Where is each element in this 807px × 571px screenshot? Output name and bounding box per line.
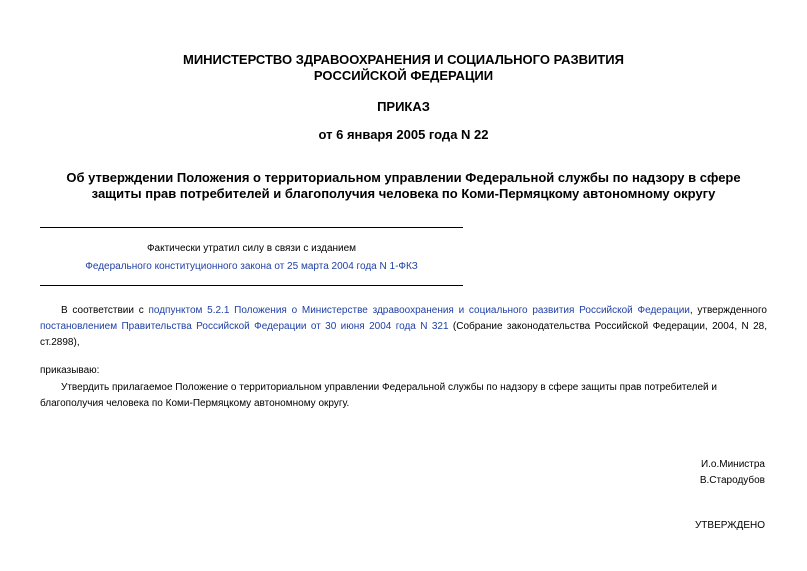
regulation-link[interactable]: подпунктом 5.2.1 Положения о Министерстве здравоохранения и социального развития Российской Федерации [148, 305, 690, 316]
approve-paragraph: Утвердить прилагаемое Положение о территориальном управлении Федеральной службы по надзору в сфере защиты прав потребителей и благополучия человека по Коми-Пермяцкому автономному округу. [40, 382, 717, 409]
document-date-number: от 6 января 2005 года N 22 [318, 127, 489, 142]
basis-suffix: (Собрание законодательства Российской Федерации, 2004, N 28, ст.2898), [40, 321, 767, 348]
divider-top [40, 227, 463, 228]
basis-middle: , утвержденного [689, 305, 767, 316]
ministry-header: МИНИСТЕРСТВО ЗДРАВООХРАНЕНИЯ И СОЦИАЛЬНОГО РАЗВИТИЯ РОССИЙСКОЙ ФЕДЕРАЦИИ [183, 52, 624, 83]
document-type: ПРИКАЗ [377, 99, 430, 114]
repeal-notice: Фактически утратил силу в связи с изданием [146, 243, 357, 254]
order-word: приказываю: [40, 365, 100, 376]
signatory-position: И.о.Министра [700, 459, 765, 470]
repeal-notice-link-line [40, 260, 463, 274]
basis-prefix: В соответствии с [61, 305, 149, 316]
government-decree-link[interactable]: постановлением Правительства Российской Федерации от 30 июня 2004 года N 321 [40, 321, 449, 332]
divider-bottom [40, 285, 463, 286]
basis-paragraph [40, 303, 767, 351]
document-title: Об утверждении Положения о территориальном управлении Федеральной службы по надзору в сфере защиты прав потребителей и благополучия человека по Коми-Пермяцкому автономному округу [66, 170, 741, 201]
signatory-name: В.Стародубов [699, 475, 765, 486]
approved-label: УТВЕРЖДЕНО [694, 520, 765, 531]
repeal-law-link[interactable]: Федерального конституционного закона от 25 марта 2004 года N 1-ФКЗ [85, 261, 418, 272]
